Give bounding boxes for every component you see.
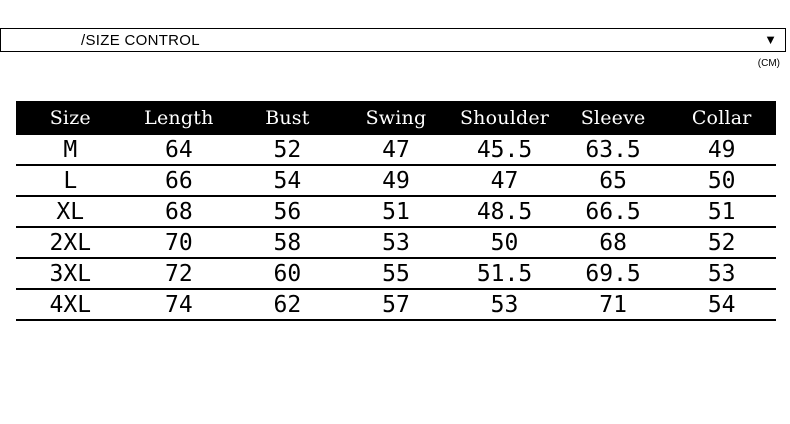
- table-cell: 57: [342, 289, 451, 320]
- triangle-down-icon[interactable]: ▼: [764, 32, 777, 47]
- table-cell: 74: [125, 289, 234, 320]
- table-cell: XL: [16, 196, 125, 227]
- table-cell: 52: [667, 227, 776, 258]
- table-cell: 50: [450, 227, 559, 258]
- table-cell: 68: [125, 196, 234, 227]
- table-cell: 66: [125, 165, 234, 196]
- column-header-bust: Bust: [233, 101, 342, 135]
- table-cell: 45.5: [450, 135, 559, 165]
- table-cell: 55: [342, 258, 451, 289]
- table-cell: 3XL: [16, 258, 125, 289]
- table-header-row: [16, 101, 776, 135]
- unit-label: (CM): [757, 58, 780, 69]
- table-cell: 56: [233, 196, 342, 227]
- table-cell: 51.5: [450, 258, 559, 289]
- table-cell: 53: [667, 258, 776, 289]
- column-header-length: Length: [125, 101, 234, 135]
- table-cell: 49: [342, 165, 451, 196]
- table-cell: 70: [125, 227, 234, 258]
- table-cell: 53: [342, 227, 451, 258]
- table-cell: 52: [233, 135, 342, 165]
- table-cell: 50: [667, 165, 776, 196]
- table-cell: 51: [342, 196, 451, 227]
- table-cell: 62: [233, 289, 342, 320]
- table-cell: 53: [450, 289, 559, 320]
- table-cell: 69.5: [559, 258, 668, 289]
- table-cell: 48.5: [450, 196, 559, 227]
- table-row: [16, 258, 776, 289]
- table-cell: 64: [125, 135, 234, 165]
- table-row: [16, 135, 776, 165]
- table-cell: 68: [559, 227, 668, 258]
- size-control-title: /SIZE CONTROL: [81, 32, 200, 49]
- table-cell: 72: [125, 258, 234, 289]
- column-header-swing: Swing: [342, 101, 451, 135]
- table-cell: 65: [559, 165, 668, 196]
- table-cell: 71: [559, 289, 668, 320]
- table-cell: 54: [667, 289, 776, 320]
- table-cell: 66.5: [559, 196, 668, 227]
- size-control-bar[interactable]: [0, 28, 786, 52]
- table-cell: 47: [342, 135, 451, 165]
- table-cell: 47: [450, 165, 559, 196]
- table-row: [16, 227, 776, 258]
- table-cell: L: [16, 165, 125, 196]
- table-row: [16, 196, 776, 227]
- table-row: [16, 165, 776, 196]
- table-cell: 49: [667, 135, 776, 165]
- table-row: [16, 289, 776, 320]
- column-header-size: Size: [16, 101, 125, 135]
- table-cell: 54: [233, 165, 342, 196]
- table-cell: 60: [233, 258, 342, 289]
- table-cell: M: [16, 135, 125, 165]
- column-header-shoulder: Shoulder: [450, 101, 559, 135]
- table-cell: 63.5: [559, 135, 668, 165]
- table-cell: 4XL: [16, 289, 125, 320]
- table-cell: 51: [667, 196, 776, 227]
- table-cell: 2XL: [16, 227, 125, 258]
- size-chart-table: [16, 101, 776, 321]
- column-header-sleeve: Sleeve: [559, 101, 668, 135]
- table-cell: 58: [233, 227, 342, 258]
- column-header-collar: Collar: [667, 101, 776, 135]
